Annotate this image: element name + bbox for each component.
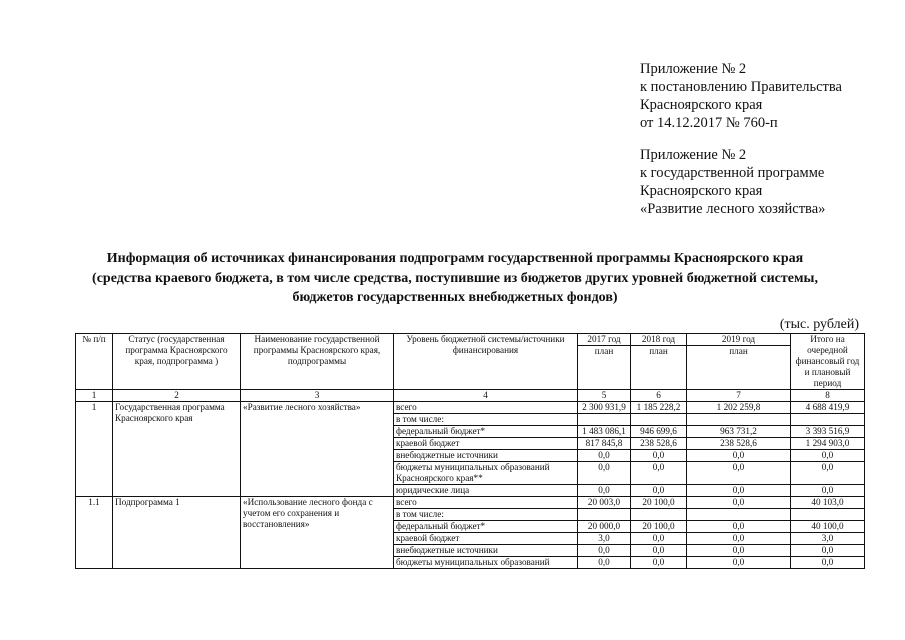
financing-table [75,333,865,569]
appendix-line: Красноярского края [640,97,763,113]
appendix-line: Красноярского края [640,183,763,199]
value-2019: 0,0 [687,533,791,545]
header-total: Итого на очередной финансовый год и плановый период [791,334,865,390]
header-level: Уровень бюджетной системы/источники финансирования [394,334,578,390]
header-row [76,334,865,390]
value-total: 0,0 [791,557,865,569]
row-level: краевой бюджет [394,438,578,450]
row-level: в том числе: [394,509,578,521]
appendix-line: «Развитие лесного хозяйства» [640,201,826,217]
appendix-line: Приложение № 2 [640,147,747,163]
value-2018: 0,0 [631,450,687,462]
row-level: всего [394,402,578,414]
row-status: Государственная программа Красноярского края [113,402,241,497]
appendix-block-resolution [640,60,842,132]
value-2018: 0,0 [631,462,687,485]
header-name: Наименование государственной программы Красноярского края, подпрограммы [241,334,394,390]
value-2018: 238 528,6 [631,438,687,450]
value-2017: 0,0 [578,450,631,462]
value-total: 3,0 [791,533,865,545]
value-2019: 963 731,2 [687,426,791,438]
row-status: Подпрограмма 1 [113,497,241,569]
value-2018: 0,0 [631,557,687,569]
row-level: бюджеты муниципальных образований Красноярского края** [394,462,578,485]
value-total: 0,0 [791,485,865,497]
header-year-2018 [631,334,687,390]
header-status: Статус (государственная программа Красноярского края, подпрограмма ) [113,334,241,390]
title-line: (средства краевого бюджета, в том числе средства, поступившие из бюджетов других уровней бюджетной системы, [92,270,818,286]
document-title [60,249,850,308]
row-level: бюджеты муниципальных образований [394,557,578,569]
value-2018: 0,0 [631,533,687,545]
col-number: 8 [791,390,865,402]
col-number: 3 [241,390,394,402]
value-2017: 0,0 [578,545,631,557]
table-row [76,402,865,414]
value-2019: 0,0 [687,497,791,509]
row-level: краевой бюджет [394,533,578,545]
value-2017: 0,0 [578,485,631,497]
value-total: 0,0 [791,450,865,462]
value-2019 [687,509,791,521]
col-number: 2 [113,390,241,402]
value-2018: 0,0 [631,485,687,497]
plan-label: план [578,345,630,357]
value-total: 40 103,0 [791,497,865,509]
value-2019: 238 528,6 [687,438,791,450]
units-label: (тыс. рублей) [779,317,859,332]
col-number: 6 [631,390,687,402]
value-total: 40 100,0 [791,521,865,533]
value-2017: 1 483 086,1 [578,426,631,438]
row-number: 1.1 [76,497,113,569]
value-total [791,509,865,521]
value-2017: 0,0 [578,557,631,569]
header-year-2017 [578,334,631,390]
title-line: Информация об источниках финансирования подпрограмм государственной программы Красноярского края [106,251,804,266]
row-name: «Использование лесного фонда с учетом его сохранения и восстановления» [241,497,394,569]
column-number-row [76,390,865,402]
plan-label: план [687,345,790,357]
value-2018: 20 100,0 [631,521,687,533]
header-num: № п/п [76,334,113,390]
col-number: 1 [76,390,113,402]
row-number: 1 [76,402,113,497]
value-total: 3 393 516,9 [791,426,865,438]
value-2019: 0,0 [687,557,791,569]
value-2019: 0,0 [687,545,791,557]
row-level: юридические лица [394,485,578,497]
col-number: 7 [687,390,791,402]
value-2017: 20 003,0 [578,497,631,509]
value-2018 [631,509,687,521]
value-2017: 2 300 931,9 [578,402,631,414]
year-label: 2017 год [587,334,621,344]
title-line: бюджетов государственных внебюджетных фондов) [292,290,618,305]
value-total: 4 688 419,9 [791,402,865,414]
value-2019: 1 202 259,8 [687,402,791,414]
col-number: 4 [394,390,578,402]
row-level: федеральный бюджет* [394,521,578,533]
value-total: 1 294 903,0 [791,438,865,450]
value-total: 0,0 [791,545,865,557]
appendix-line: Приложение № 2 [640,61,747,77]
value-2017: 0,0 [578,462,631,485]
plan-label: план [631,345,686,357]
row-level: в том числе: [394,414,578,426]
value-2017: 817 845,8 [578,438,631,450]
appendix-line: от 14.12.2017 № 760-п [640,115,778,131]
value-2019: 0,0 [687,521,791,533]
value-2017: 3,0 [578,533,631,545]
appendix-line: к государственной программе [640,165,825,181]
value-2018: 0,0 [631,545,687,557]
table-row [76,497,865,509]
value-2017: 20 000,0 [578,521,631,533]
value-total: 0,0 [791,462,865,485]
value-2018 [631,414,687,426]
value-2019: 0,0 [687,450,791,462]
value-2019: 0,0 [687,462,791,485]
value-2017 [578,509,631,521]
appendix-block-program [640,146,825,218]
year-label: 2019 год [721,334,756,344]
value-2019 [687,414,791,426]
value-2019: 0,0 [687,485,791,497]
value-2018: 20 100,0 [631,497,687,509]
row-level: федеральный бюджет* [394,426,578,438]
row-level: внебюджетные источники [394,450,578,462]
row-name: «Развитие лесного хозяйства» [241,402,394,497]
year-label: 2018 год [641,334,676,344]
value-2017 [578,414,631,426]
col-number: 5 [578,390,631,402]
value-2018: 1 185 228,2 [631,402,687,414]
row-level: всего [394,497,578,509]
appendix-line: к постановлению Правительства [640,79,842,95]
header-year-2019 [687,334,791,390]
row-level: внебюджетные источники [394,545,578,557]
value-total [791,414,865,426]
value-2018: 946 699,6 [631,426,687,438]
